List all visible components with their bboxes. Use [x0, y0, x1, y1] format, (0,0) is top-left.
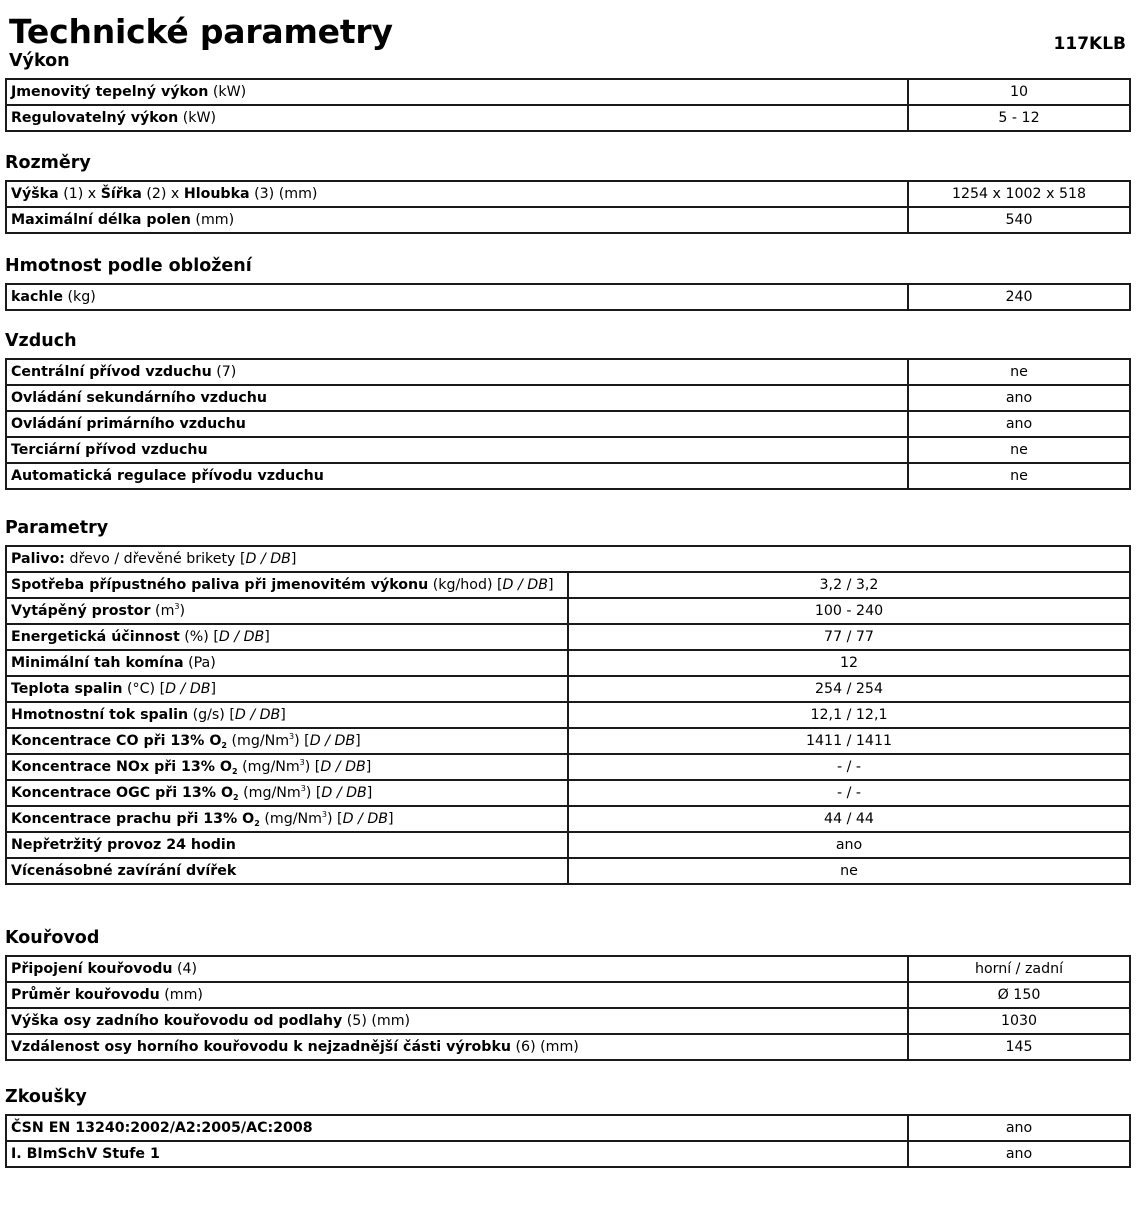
parameter-label: [6, 105, 908, 131]
label-segment: (kW): [178, 110, 217, 126]
label-segment: 3: [289, 732, 295, 741]
label-segment: Automatická regulace přívodu vzduchu: [11, 468, 324, 484]
table-row: [6, 1115, 1130, 1141]
section-title: Zkoušky: [5, 1087, 87, 1107]
label-segment: (°C) [: [122, 681, 166, 697]
label-segment: ]: [365, 759, 372, 775]
table-row: [6, 956, 1130, 982]
table-row: [6, 806, 1130, 832]
label-segment: (4): [172, 961, 198, 977]
table-row: [6, 676, 1130, 702]
parameter-value: ano: [908, 1115, 1130, 1141]
parameter-label: [6, 858, 568, 884]
table-row: [6, 1141, 1130, 1167]
table-row: [6, 105, 1130, 131]
label-segment: Palivo:: [11, 551, 65, 567]
section-zkousky: [5, 1086, 1131, 1168]
spec-table: [5, 1114, 1131, 1168]
label-segment: Ovládání primárního vzduchu: [11, 416, 246, 432]
parameter-value: 77 / 77: [568, 624, 1130, 650]
label-segment: Vytápěný prostor: [11, 603, 151, 619]
label-segment: (3) (mm): [249, 186, 318, 202]
parameter-label: [6, 702, 568, 728]
parameter-label: [6, 728, 568, 754]
label-segment: (Pa): [183, 655, 216, 671]
label-segment: (kg/hod) [: [428, 577, 503, 593]
label-segment: 2: [233, 793, 239, 802]
table-row: [6, 754, 1130, 780]
table-row: [6, 181, 1130, 207]
label-segment: ]: [280, 707, 286, 723]
parameter-label: [6, 79, 908, 105]
table-row: [6, 385, 1130, 411]
label-segment: (mg/Nm: [238, 785, 301, 801]
parameter-value: ne: [908, 359, 1130, 385]
parameter-label: [6, 754, 568, 780]
parameter-label: [6, 982, 908, 1008]
label-segment: D / DB: [321, 785, 367, 801]
parameter-value: 100 - 240: [568, 598, 1130, 624]
parameter-label: [6, 832, 568, 858]
label-segment: D / DB: [245, 551, 291, 567]
spec-table: [5, 283, 1131, 311]
parameter-value: 12,1 / 12,1: [568, 702, 1130, 728]
label-segment: Maximální délka polen: [11, 212, 191, 228]
label-segment: 3: [174, 602, 180, 611]
table-row: [6, 702, 1130, 728]
label-segment: Vícenásobné zavírání dvířek: [11, 863, 237, 879]
parameter-value: ano: [568, 832, 1130, 858]
page-title: Technické parametry: [9, 12, 393, 51]
table-row: [6, 858, 1130, 884]
table-row: [6, 832, 1130, 858]
table-row: [6, 780, 1130, 806]
label-segment: Koncentrace CO při 13% O: [11, 733, 222, 749]
table-row: [6, 411, 1130, 437]
label-segment: (1) x: [58, 186, 101, 202]
label-segment: ]: [547, 577, 554, 593]
parameter-value: ne: [908, 437, 1130, 463]
parameter-value: 254 / 254: [568, 676, 1130, 702]
section-title: Výkon: [9, 51, 70, 71]
spec-table: [5, 78, 1131, 132]
label-segment: ]: [290, 551, 297, 567]
label-segment: ]: [355, 733, 361, 749]
label-segment: Koncentrace prachu při 13% O: [11, 811, 255, 827]
label-segment: Centrální přívod vzduchu: [11, 364, 212, 380]
label-segment: Koncentrace NOx při 13% O: [11, 759, 232, 775]
label-segment: Regulovatelný výkon: [11, 110, 179, 126]
table-row: [6, 79, 1130, 105]
label-segment: (mm): [190, 212, 235, 228]
section-title: Rozměry: [5, 153, 91, 173]
table-row: [6, 982, 1130, 1008]
label-segment: Šířka: [100, 186, 142, 202]
table-row: [6, 650, 1130, 676]
parameter-label: [6, 463, 908, 489]
label-segment: (2) x: [141, 186, 184, 202]
label-segment: (5) (mm): [342, 1013, 411, 1029]
parameter-value: Ø 150: [908, 982, 1130, 1008]
parameter-label: [6, 956, 908, 982]
parameter-value: 540: [908, 207, 1130, 233]
label-segment: dřevo / dřevěné brikety [: [65, 551, 246, 567]
spec-table: [5, 358, 1131, 490]
spec-table: [5, 955, 1131, 1061]
parameter-label: [6, 624, 568, 650]
label-segment: (7): [211, 364, 237, 380]
parameter-value: horní / zadní: [908, 956, 1130, 982]
table-row: [6, 1034, 1130, 1060]
label-segment: (g/s) [: [188, 707, 235, 723]
parameter-value: 1254 x 1002 x 518: [908, 181, 1130, 207]
label-segment: D / DB: [218, 629, 265, 645]
section-vykon: [5, 50, 1131, 132]
section-title: Hmotnost podle obložení: [5, 256, 252, 276]
parameter-value: ano: [908, 411, 1130, 437]
parameter-label: [6, 572, 568, 598]
section-parametry: [5, 517, 1131, 885]
label-segment: (mg/Nm: [259, 811, 322, 827]
section-title: Vzduch: [5, 331, 77, 351]
label-segment: 2: [221, 741, 227, 750]
parameter-value: 5 - 12: [908, 105, 1130, 131]
parameter-label: [6, 1141, 908, 1167]
label-segment: (mm): [159, 987, 203, 1003]
label-segment: 3: [321, 810, 328, 819]
label-segment: (m: [150, 603, 175, 619]
parameter-value: - / -: [568, 754, 1130, 780]
parameter-value: ano: [908, 385, 1130, 411]
table-row: [6, 463, 1130, 489]
section-title: Parametry: [5, 518, 109, 538]
label-segment: Ovládání sekundárního vzduchu: [11, 390, 267, 406]
label-segment: D / DB: [234, 707, 281, 723]
table-row: [6, 1008, 1130, 1034]
parameter-value: - / -: [568, 780, 1130, 806]
section-rozmery: [5, 152, 1131, 234]
label-segment: Vzdálenost osy horního kouřovodu k nejzadnější části výrobku: [11, 1039, 511, 1055]
label-segment: Nepřetržitý provoz 24 hodin: [11, 837, 236, 853]
label-segment: ) [: [304, 759, 321, 775]
label-segment: D / DB: [502, 577, 548, 593]
table-row: [6, 572, 1130, 598]
label-segment: 3: [299, 758, 305, 767]
parameter-value: 44 / 44: [568, 806, 1130, 832]
label-segment: I. BImSchV Stufe 1: [11, 1146, 160, 1162]
table-row: [6, 437, 1130, 463]
section-kourovod: [5, 927, 1131, 1061]
label-segment: ]: [210, 681, 217, 697]
label-segment: ) [: [327, 811, 343, 827]
table-row: [6, 624, 1130, 650]
model-code: 117KLB: [1053, 34, 1126, 54]
label-segment: 2: [232, 767, 238, 776]
table-row: [6, 359, 1130, 385]
label-segment: Hmotnostní tok spalin: [11, 707, 189, 723]
section-vzduch: [5, 330, 1131, 490]
parameter-label: [6, 359, 908, 385]
parameter-label: [6, 411, 908, 437]
table-row: [6, 207, 1130, 233]
label-segment: Energetická účinnost: [11, 629, 180, 645]
spec-table: [5, 545, 1131, 885]
label-segment: Terciární přívod vzduchu: [11, 442, 208, 458]
label-segment: Spotřeba přípustného paliva při jmenovitém výkonu: [11, 577, 429, 593]
label-segment: (kg): [63, 289, 96, 305]
parameter-label: [6, 676, 568, 702]
parameter-value: 12: [568, 650, 1130, 676]
label-segment: D / DB: [342, 811, 388, 827]
table-row: [6, 284, 1130, 310]
label-segment: Minimální tah komína: [11, 655, 184, 671]
parameter-label: [6, 437, 908, 463]
section-title: Kouřovod: [5, 928, 100, 948]
label-segment: ]: [366, 785, 373, 801]
parameter-label: [6, 207, 908, 233]
label-segment: ) [: [305, 785, 322, 801]
parameter-label: [6, 284, 908, 310]
parameter-label: [6, 1008, 908, 1034]
label-segment: ): [179, 603, 186, 619]
spec-table: [5, 180, 1131, 234]
label-segment: kachle: [11, 289, 64, 305]
parameter-value: 3,2 / 3,2: [568, 572, 1130, 598]
parameter-label: [6, 780, 568, 806]
label-segment: Výška osy zadního kouřovodu od podlahy: [11, 1013, 343, 1029]
label-segment: (6) (mm): [511, 1039, 579, 1055]
label-segment: Jmenovitý tepelný výkon: [11, 84, 209, 100]
parameter-label: [6, 806, 568, 832]
parameter-value: 1411 / 1411: [568, 728, 1130, 754]
label-segment: ]: [388, 811, 394, 827]
parameter-label: [6, 181, 908, 207]
label-segment: 3: [300, 784, 306, 793]
parameter-value: ano: [908, 1141, 1130, 1167]
parameter-label: [6, 598, 568, 624]
label-segment: (mg/Nm: [226, 733, 290, 749]
parameter-value: ne: [568, 858, 1130, 884]
parameter-value: 10: [908, 79, 1130, 105]
label-segment: Výška: [11, 186, 59, 202]
section-hmotnost-podle-oblozeni: [5, 255, 1131, 311]
label-segment: Průměr kouřovodu: [11, 987, 160, 1003]
parameter-value: 1030: [908, 1008, 1130, 1034]
label-segment: D / DB: [320, 759, 366, 775]
label-segment: Hloubka: [183, 186, 250, 202]
label-segment: D / DB: [309, 733, 356, 749]
label-segment: ) [: [294, 733, 310, 749]
parameter-label: [6, 385, 908, 411]
parameter-label: [6, 546, 1130, 572]
label-segment: 2: [254, 819, 260, 828]
parameter-label: [6, 1034, 908, 1060]
label-segment: ČSN EN 13240:2002/A2:2005/AC:2008: [11, 1120, 313, 1136]
label-segment: D / DB: [165, 681, 211, 697]
table-row: [6, 728, 1130, 754]
label-segment: (mg/Nm: [237, 759, 300, 775]
table-row: [6, 546, 1130, 572]
label-segment: (%) [: [179, 629, 219, 645]
parameter-value: 145: [908, 1034, 1130, 1060]
label-segment: ]: [264, 629, 270, 645]
label-segment: Připojení kouřovodu: [11, 961, 173, 977]
label-segment: Koncentrace OGC při 13% O: [11, 785, 234, 801]
parameter-label: [6, 1115, 908, 1141]
parameter-value: 240: [908, 284, 1130, 310]
table-row: [6, 598, 1130, 624]
label-segment: (kW): [208, 84, 247, 100]
label-segment: Teplota spalin: [11, 681, 123, 697]
parameter-value: ne: [908, 463, 1130, 489]
parameter-label: [6, 650, 568, 676]
